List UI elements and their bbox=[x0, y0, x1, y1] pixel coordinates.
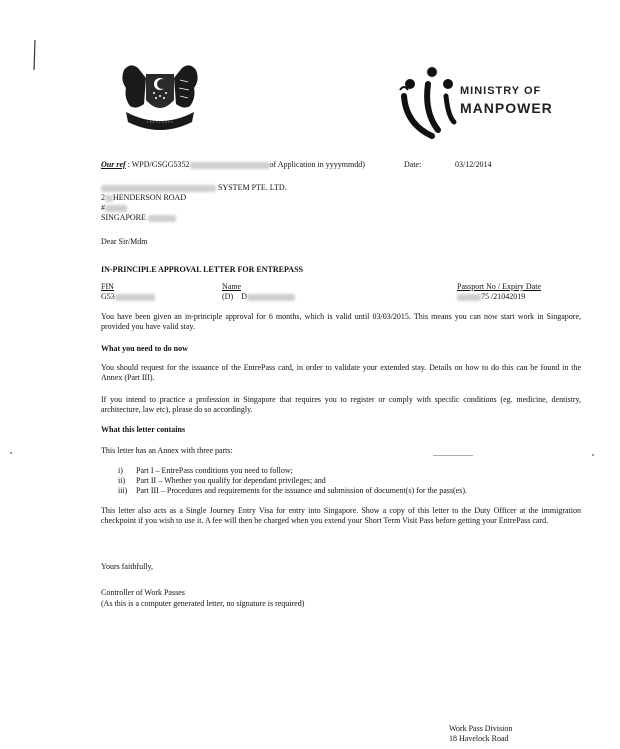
name-label: Name bbox=[222, 282, 242, 291]
address-street-start: 2 bbox=[101, 193, 105, 202]
approval-paragraph: You have been given an in-principle approval for 6 months, which is valid until 03/03/2015. This means you can now start work in Singapore, provided you have valid stay. bbox=[101, 312, 581, 331]
scan-speckle bbox=[592, 454, 594, 456]
singapore-coat-of-arms-icon bbox=[116, 60, 204, 138]
passport-value bbox=[457, 292, 525, 302]
fin-value-start: G53 bbox=[101, 292, 115, 301]
redacted-block bbox=[101, 185, 216, 192]
svg-text:· · · · · · · · ·: · · · · · · · · · bbox=[146, 120, 174, 126]
scan-speckle bbox=[10, 452, 12, 454]
name-value-start: (D) bbox=[222, 292, 234, 301]
profession-paragraph: If you intend to practice a profession in Singapore that requires you to register or comply with specific conditions (eg. medicine, dentistry, architecture, law etc), please do so accordingly. bbox=[101, 395, 581, 414]
letter-heading: IN-PRINCIPLE APPROVAL LETTER FOR ENTREPASS bbox=[101, 265, 303, 274]
ministry-title-line2: MANPOWER bbox=[460, 99, 553, 116]
address-city bbox=[101, 213, 287, 223]
signatory: Controller of Work Passes bbox=[101, 588, 185, 597]
address-company-visible: SYSTEM PTE. LTD. bbox=[218, 183, 287, 192]
footer-address: 18 Havelock Road bbox=[449, 734, 509, 743]
redacted-block bbox=[105, 195, 113, 202]
ministry-title bbox=[460, 85, 553, 117]
address-street-visible: HENDERSON ROAD bbox=[113, 193, 187, 202]
list-item bbox=[118, 486, 467, 496]
what-to-do-paragraph: You should request for the issuance of the EntrePass card, in order to validate your extended stay. Details on how to do this can be found in the Annex (Part III). bbox=[101, 363, 581, 382]
what-to-do-heading: What you need to do now bbox=[101, 344, 188, 353]
list-item bbox=[118, 466, 467, 476]
list-item-number: iii) bbox=[118, 486, 128, 495]
list-item-text: Part III – Procedures and requirements for the issuance and submission of document(s) for the pass(es). bbox=[136, 486, 468, 495]
redacted-block bbox=[190, 162, 270, 169]
annex-intro: This letter has an Annex with three parts: bbox=[101, 446, 233, 455]
reference-value-start: : WPD/GSGG5352 bbox=[127, 160, 190, 169]
annex-parts-list bbox=[118, 466, 467, 496]
list-item-number: ii) bbox=[118, 476, 126, 485]
redacted-block bbox=[247, 294, 295, 301]
list-item-text: Part II – Whether you qualify for dependant privileges; and bbox=[136, 476, 326, 485]
reference-label: Our ref bbox=[101, 160, 126, 169]
name-value-mid: D bbox=[241, 292, 247, 301]
redacted-block bbox=[115, 294, 155, 301]
contains-heading: What this letter contains bbox=[101, 425, 186, 434]
fin-label: FIN bbox=[101, 282, 114, 291]
date-value: 03/12/2014 bbox=[455, 160, 492, 169]
address-unit bbox=[101, 203, 287, 213]
date-label: Date: bbox=[404, 160, 422, 169]
ministry-title-line1: MINISTRY OF bbox=[460, 85, 542, 97]
reference-line bbox=[101, 160, 365, 170]
reference-value-end: of Application in yyyymmdd) bbox=[269, 160, 365, 169]
redacted-block bbox=[105, 205, 127, 212]
pen-mark bbox=[33, 40, 36, 70]
passport-value-visible: 75 /21042019 bbox=[481, 292, 526, 301]
signature-note: (As this is a computer generated letter, no signature is required) bbox=[101, 599, 305, 608]
address-block bbox=[101, 183, 287, 223]
passport-label: Passport No / Expiry Date bbox=[457, 282, 541, 291]
scan-speckle bbox=[433, 455, 473, 456]
sign-off: Yours faithfully, bbox=[101, 562, 154, 571]
visa-paragraph: This letter also acts as a Single Journey Entry Visa for entry into Singapore. Show a copy of this letter to the Duty Officer at the immigration checkpoint if you wish to use it. A fee will then be charged when you extend your Short Term Visit Pass before getting your EntrePass card. bbox=[101, 506, 581, 525]
address-street bbox=[101, 193, 287, 203]
redacted-block bbox=[457, 294, 481, 301]
address-city-visible: SINGAPORE bbox=[101, 213, 146, 222]
name-value bbox=[222, 292, 295, 302]
footer-division: Work Pass Division bbox=[449, 724, 513, 733]
list-item-text: Part I – EntrePass conditions you need to follow; bbox=[136, 466, 293, 475]
list-item-number: i) bbox=[118, 466, 123, 475]
address-unit-start: # bbox=[101, 203, 105, 212]
ministry-of-manpower-logo-icon bbox=[398, 64, 460, 140]
address-company bbox=[101, 183, 287, 193]
redacted-block bbox=[148, 215, 176, 222]
fin-value bbox=[101, 292, 155, 302]
list-item bbox=[118, 476, 467, 486]
salutation: Dear Sir/Mdm bbox=[101, 237, 148, 246]
